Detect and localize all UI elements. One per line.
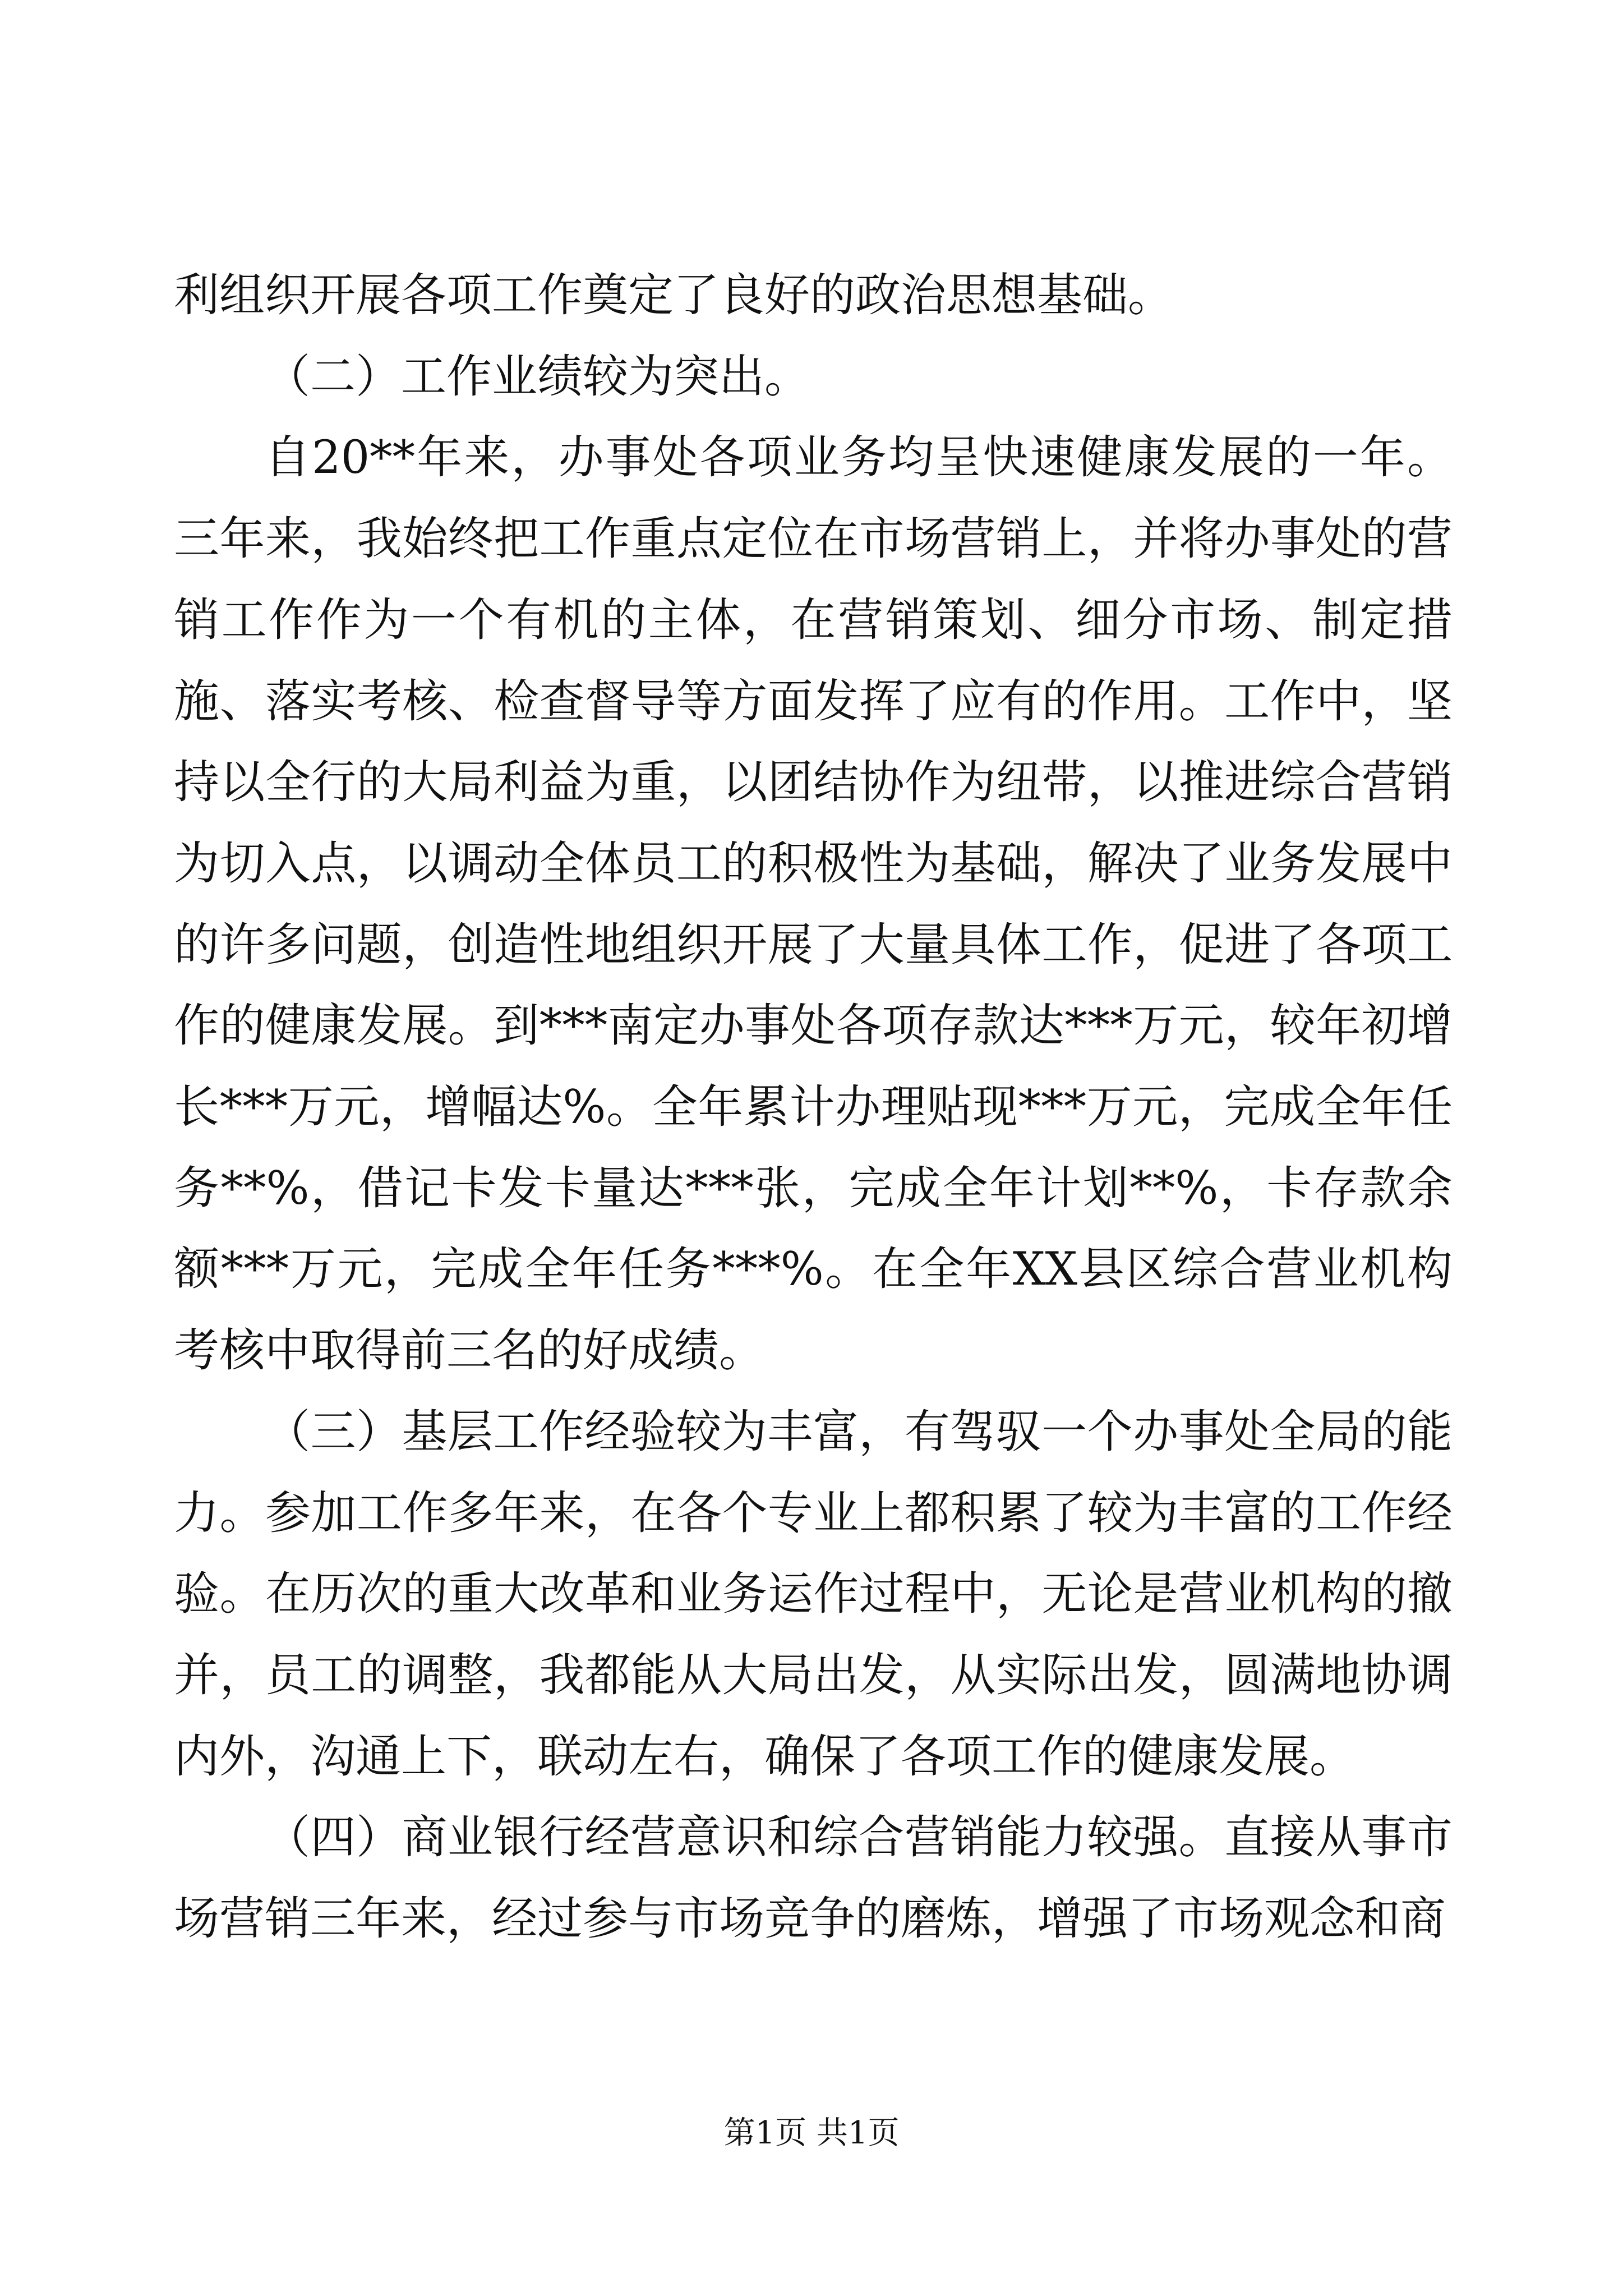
paragraph-1: 利组织开展各项工作奠定了良好的政治思想基础。 xyxy=(174,269,1174,322)
page-footer: 第1页 共1页 xyxy=(723,2115,900,2151)
paragraph-3: 自20**年来，办事处各项业务均呈快速健康发展的一年。三年来，我始终把工作重点定位在市场营销上，并将办事处的营销工作作为一个有机的主体，在营销策划、细分市场、制定措施、落实考核、检查督导等方面发挥了应有的作用。工作中，坚持以全行的大局利益为重，以团结协作为纽带，以推进综合营销为切入点，以调动全体员工的积极性为基础，解决了业务发展中的许多问题，创造性地组织开展了大量具体工作，促进了各项工作的健康发展。到***南定办事处各项存款达***万元，较年初增长***万元，增幅达%。全年累计办理贴现***万元，完成全年任务**%，借记卡发卡量达***张，完成全年计划**%，卡存款余额***万元，完成全年任务***%。在全年XX县区综合营业机构考核中取得前三名的好成绩。 xyxy=(174,431,1453,1378)
document-body xyxy=(174,255,1453,1960)
paragraph-2-heading: （二）工作业绩较为突出。 xyxy=(265,350,810,403)
paragraph-4: （三）基层工作经验较为丰富，有驾驭一个办事处全局的能力。参加工作多年来，在各个专业上都积累了较为丰富的工作经验。在历次的重大改革和业务运作过程中，无论是营业机构的撤并，员工的调整，我都能从大局出发，从实际出发，圆满地协调内外，沟通上下，联动左右，确保了各项工作的健康发展。 xyxy=(174,1405,1453,1783)
paragraph-5: （四）商业银行经营意识和综合营销能力较强。直接从事市场营销三年来，经过参与市场竞争的磨炼，增强了市场观念和商 xyxy=(174,1811,1453,1946)
